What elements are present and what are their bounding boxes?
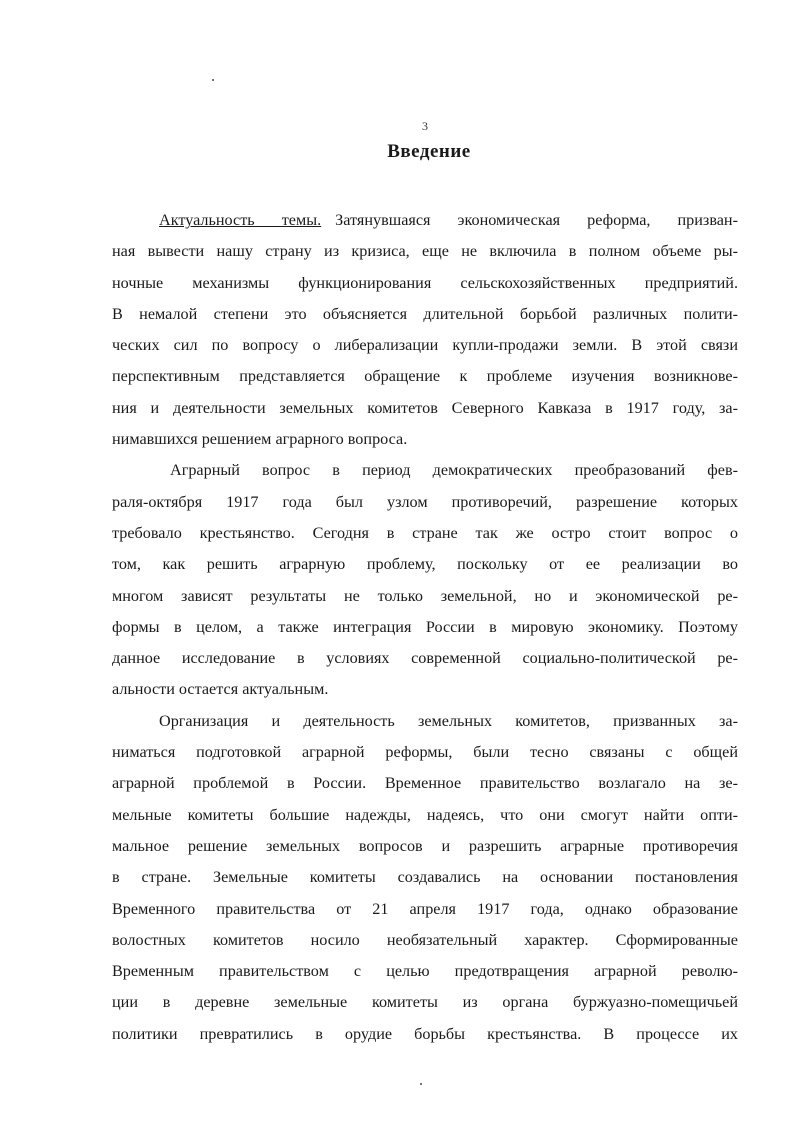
text-line: нимавшихся решением аграрного вопроса. bbox=[112, 430, 408, 449]
text-line: раля-октября 1917 года был узлом противоречий, разрешение которых bbox=[112, 492, 738, 511]
page-number: 3 bbox=[422, 119, 428, 133]
text-line: аграрной проблемой в России. Временное правительство возлагало на зе- bbox=[112, 774, 738, 793]
text-line: ная вывести нашу страну из кризиса, еще не включила в полном объеме ры- bbox=[112, 242, 738, 261]
text-line bbox=[112, 205, 738, 236]
text-line: волостных комитетов носило необязательный характер. Сформированные bbox=[112, 930, 738, 949]
section-heading: Актуальность темы. bbox=[159, 211, 322, 229]
text-line: Временным правительством с целью предотвращения аграрной револю- bbox=[112, 962, 738, 981]
text-line: мельные комитеты большие надежды, надеясь, что они смогут найти опти- bbox=[112, 805, 738, 824]
scan-speck bbox=[212, 79, 214, 81]
text-line: альности остается актуальным. bbox=[112, 680, 329, 699]
text-line: ниматься подготовкой аграрной реформы, были тесно связаны с общей bbox=[112, 743, 738, 762]
text-line: данное исследование в условиях современной социально-политической ре- bbox=[112, 649, 738, 668]
text-line: формы в целом, а также интеграция России в мировую экономику. Поэтому bbox=[112, 617, 738, 636]
text-line: перспективным представляется обращение к проблеме изучения возникнове- bbox=[112, 367, 738, 386]
text-line: том, как решить аграрную проблему, поскольку от ее реализации во bbox=[112, 555, 738, 574]
text-line: ческих сил по вопросу о либерализации купли-продажи земли. В этой связи bbox=[112, 336, 738, 355]
paragraph-agrarian-question bbox=[112, 455, 738, 705]
text-line: ции в деревне земельные комитеты из органа буржуазно-помещичьей bbox=[112, 993, 738, 1012]
text-line: требовало крестьянство. Сегодня в стране так же остро стоит вопрос о bbox=[112, 523, 738, 542]
text-line: Временного правительства от 21 апреля 1917 года, однако образование bbox=[112, 899, 738, 918]
paragraph-relevance bbox=[112, 205, 738, 455]
document-body bbox=[112, 205, 738, 1050]
text-line: ния и деятельности земельных комитетов Северного Кавказа в 1917 году, за- bbox=[112, 398, 738, 417]
scan-speck bbox=[420, 1083, 422, 1085]
text-line: мальное решение земельных вопросов и разрешить аграрные противоречия bbox=[112, 836, 738, 855]
paragraph-land-committees bbox=[112, 706, 738, 1050]
text-line: Аграрный вопрос в период демократических преобразований фев- bbox=[170, 461, 738, 480]
text-line: ночные механизмы функционирования сельскохозяйственных предприятий. bbox=[112, 273, 738, 292]
text-line: В немалой степени это объясняется длительной борьбой различных полити- bbox=[112, 304, 738, 323]
text-line: многом зависят результаты не только земельной, но и экономической ре- bbox=[112, 586, 738, 605]
page-title: Введение bbox=[387, 141, 471, 162]
text-line: политики превратились в орудие борьбы крестьянства. В процессе их bbox=[112, 1024, 738, 1043]
text-line: в стране. Земельные комитеты создавались на основании постановления bbox=[112, 868, 738, 887]
line-text: Затянувшаяся экономическая реформа, призван- bbox=[335, 211, 738, 229]
text-line: Организация и деятельность земельных комитетов, призванных за- bbox=[159, 711, 738, 730]
